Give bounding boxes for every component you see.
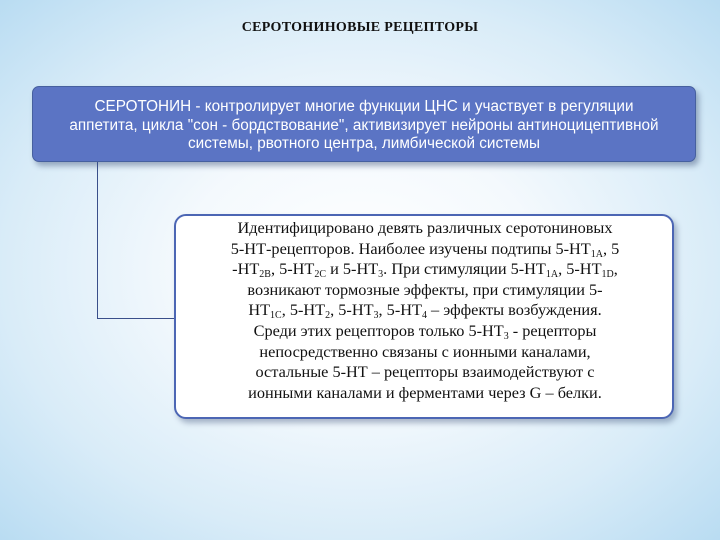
details-line: возникают тормозные эффекты, при стимуляции 5-	[247, 279, 603, 299]
receptor-details-box	[174, 214, 674, 419]
details-line: непосредственно связаны с ионными каналами,	[259, 341, 591, 361]
details-line: Идентифицировано девять различных серотониновых	[237, 218, 613, 237]
details-line: Среди этих рецепторов только $5-НТ_3$ - рецепторы	[253, 320, 597, 342]
details-line: ионными каналами и ферментами через G – белки.	[248, 382, 602, 402]
details-line: остальные 5-НТ – рецепторы взаимодействуют с	[255, 362, 595, 382]
definition-line: системы, рвотного центра, лимбической системы	[188, 135, 540, 152]
definition-line: СЕРОТОНИН - контролирует многие функции ЦНС и участвует в регуляции	[94, 98, 634, 115]
connector-line	[97, 162, 178, 319]
details-line: $НТ_{1С}$, $5-НТ_2$, $5-НТ_3$, $5-НТ_4$ – эффекты возбуждения.	[248, 300, 602, 322]
slide-title: СЕРОТОНИНОВЫЕ РЕЦЕПТОРЫ	[241, 20, 479, 35]
details-line: 5-НТ-рецепторов. Наиболее изучены подтипы $5-НТ_{1А}$, 5	[230, 238, 620, 260]
serotonin-definition-box	[32, 86, 696, 162]
definition-line: аппетита, цикла "сон - бордствование", активизирует нейроны антиноцицептивной	[69, 116, 659, 134]
details-line: $-НТ_{2В}$, $5-НТ_{2С}$ и $5-НТ_3$. При стимуляции $5-НТ_{1А}$, $5-НТ_{1D}$,	[232, 259, 618, 281]
